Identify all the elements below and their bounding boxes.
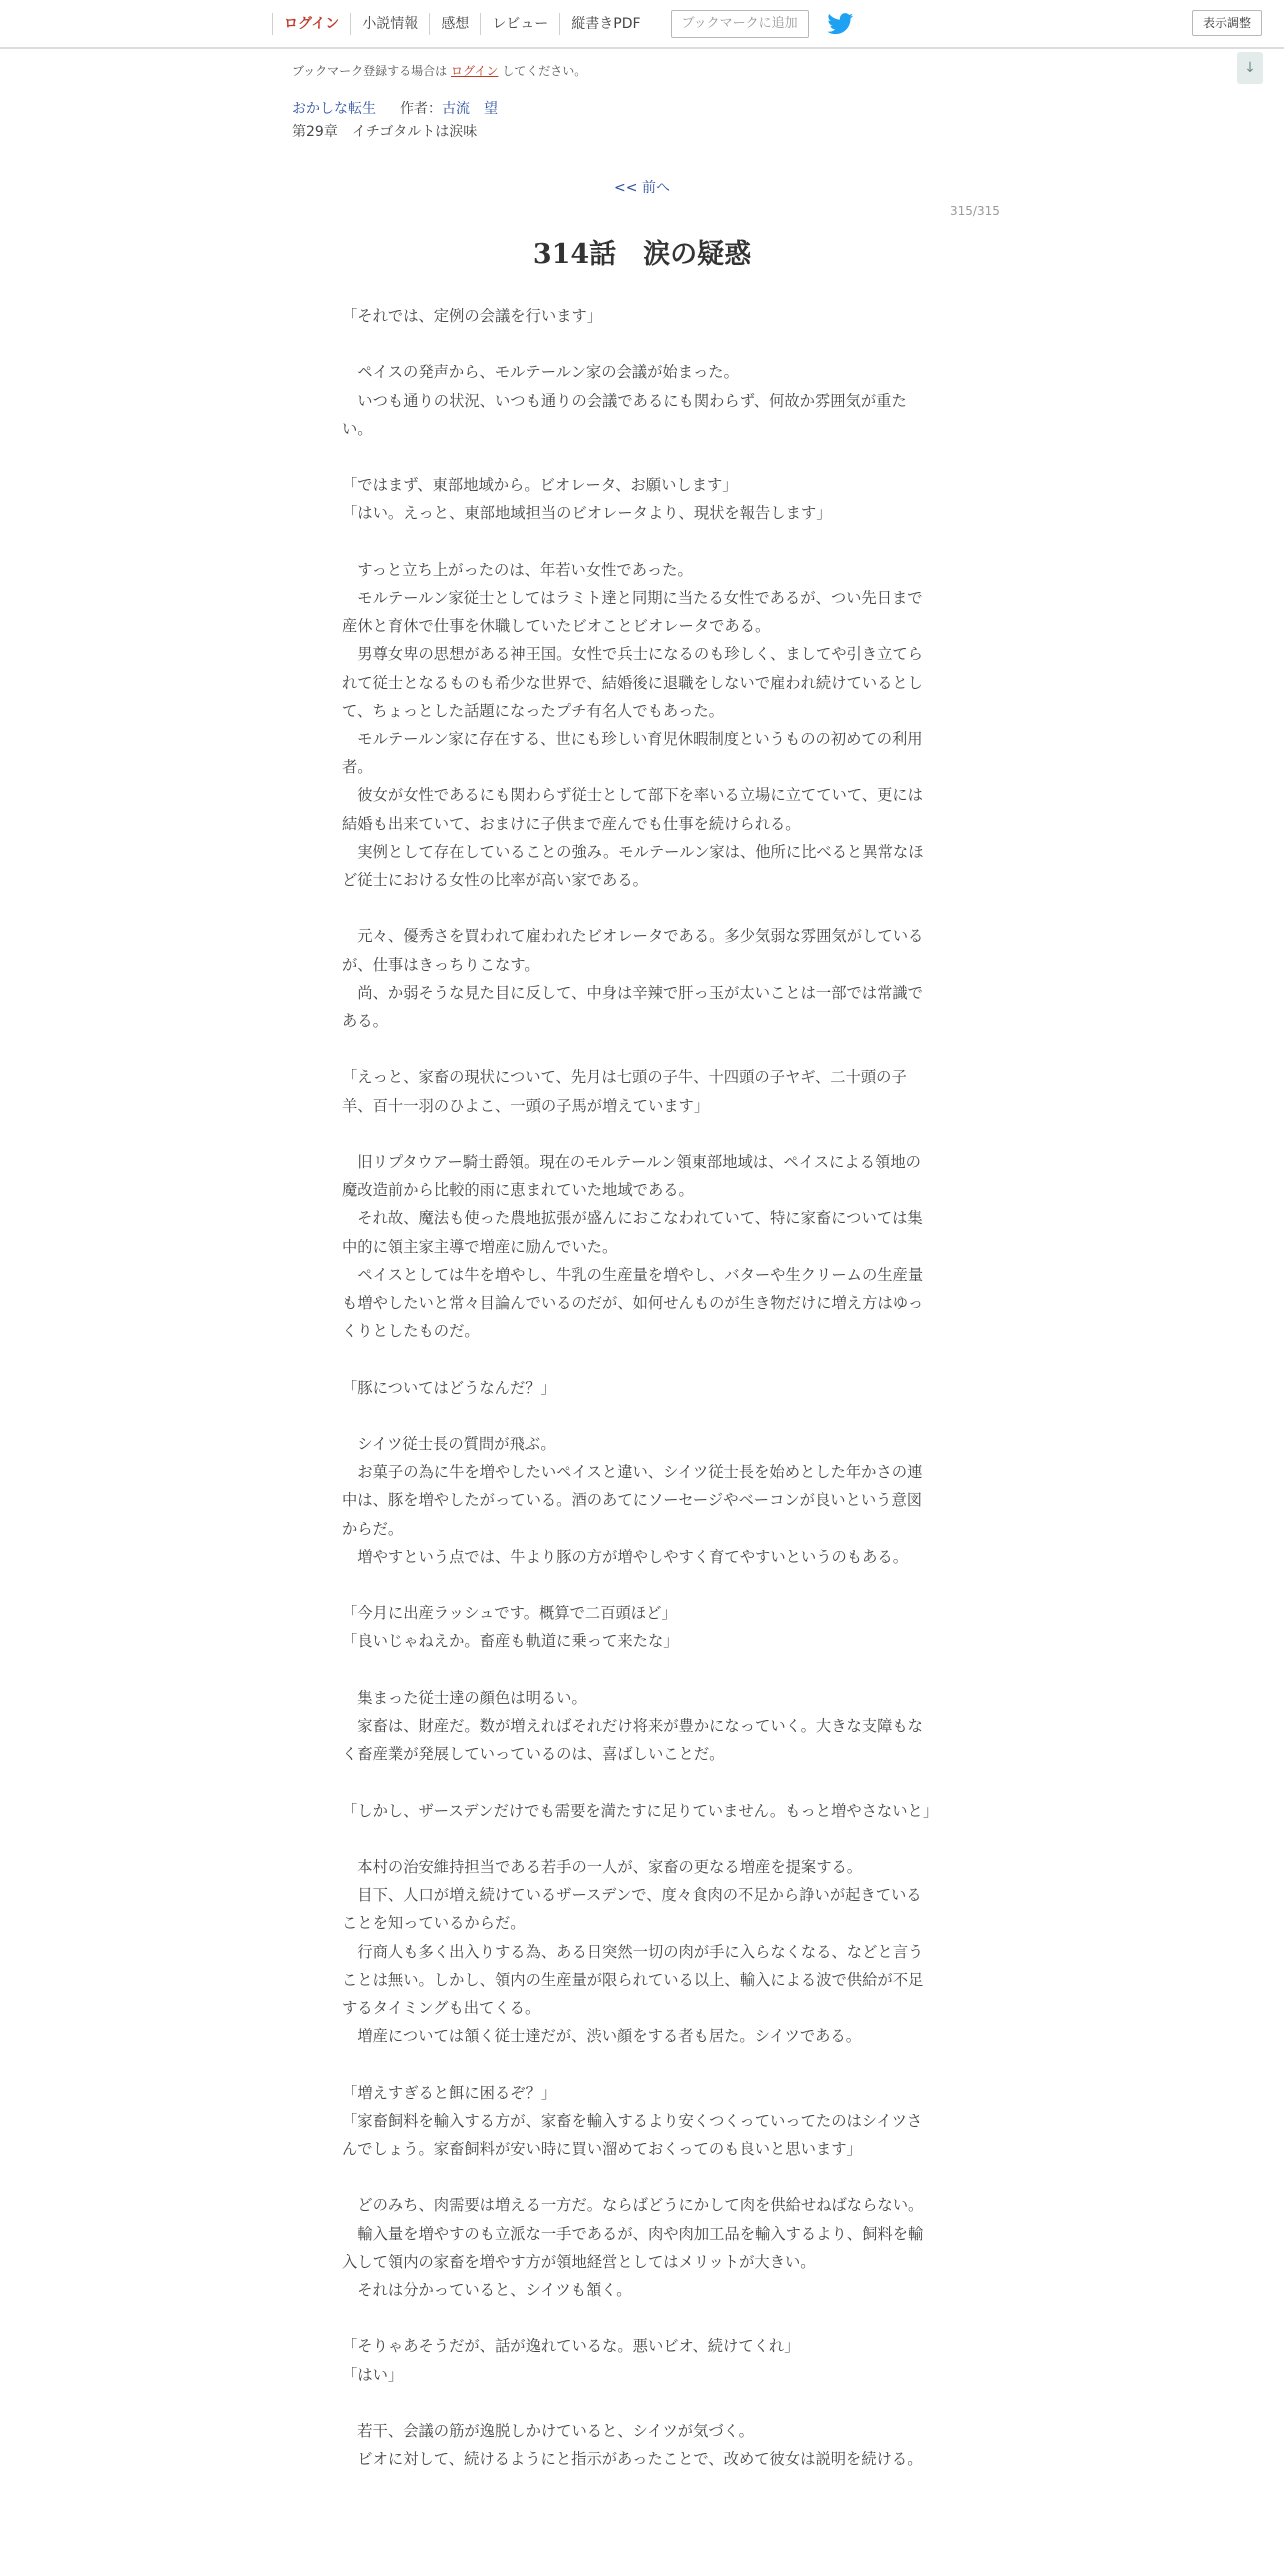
body-paragraph: 「はい」 xyxy=(342,2365,404,2384)
prev-nav xyxy=(0,177,1284,197)
top-nav xyxy=(272,7,854,41)
body-paragraph: 「そりゃあそうだが、話が逸れているな。悪いビオ、続けてくれ」 xyxy=(342,2337,800,2356)
blank-line xyxy=(342,443,936,471)
body-paragraph: モルテールン家従士としてはラミト達と同期に当たる女性であるが、つい先日まで産休と育休で仕事を休職していたビオことビオレータである。 xyxy=(342,588,923,636)
login-note-after: してください。 xyxy=(502,64,587,78)
blank-line xyxy=(342,1120,936,1148)
body-paragraph: 「しかし、ザースデンだけでも需要を満たすに足りていません。もっと増やさないと」 xyxy=(342,1801,939,1820)
body-paragraph: 輸入量を増やすのも立派な一手であるが、肉や肉加工品を輸入するより、飼料を輸入して領内の家畜を増やす方が領地経営としてはメリットが大きい。 xyxy=(342,2224,924,2271)
body-paragraph: 「家畜飼料を輸入する方が、家畜を輸入するより安くつくっていってたのはシイツさんでしょう。家畜飼料が安い時に買い溜めておくってのも良いと思います」 xyxy=(342,2111,923,2158)
body-paragraph: 元々、優秀さを買われて雇われたビオレータである。多少気弱な雰囲気がしているが、仕事はきっちりこなす。 xyxy=(342,927,924,974)
body-paragraph: ビオに対して、続けるようにと指示があったことで、改めて彼女は説明を続ける。 xyxy=(342,2450,923,2469)
nav-impressions[interactable]: 感想 xyxy=(429,13,480,35)
blank-line xyxy=(342,2304,936,2332)
body-paragraph: 「ではまず、東部地域から。ビオレータ、お願いします」 xyxy=(342,476,738,495)
nav-review[interactable]: レビュー xyxy=(480,13,559,35)
body-paragraph: すっと立ち上がったのは、年若い女性であった。 xyxy=(342,560,693,579)
nav-vertical-pdf[interactable]: 縦書きPDF xyxy=(559,13,651,35)
login-note xyxy=(292,62,586,79)
nav-login[interactable]: ログイン xyxy=(272,13,350,35)
body-paragraph: 「良いじゃねえか。畜産も軌道に乗って来たな」 xyxy=(342,1632,679,1651)
author-label: 作者： xyxy=(400,101,442,117)
series-title-link[interactable]: おかしな転生 xyxy=(292,101,376,117)
blank-line xyxy=(342,1656,936,1684)
body-paragraph: 旧リプタウアー騎士爵領。現在のモルテールン領東部地域は、ペイスによる領地の魔改造前から比較的雨に恵まれていた地域である。 xyxy=(342,1153,921,1200)
arrow-down-icon[interactable]: ↓ xyxy=(1237,52,1263,84)
body-paragraph: それは分かっていると、シイツも頷く。 xyxy=(342,2281,632,2299)
body-paragraph: 若干、会議の筋が逸脱しかけていると、シイツが気づく。 xyxy=(342,2421,754,2440)
body-paragraph: ペイスの発声から、モルテールン家の会議が始まった。 xyxy=(342,363,739,382)
blank-line xyxy=(342,1825,936,1853)
body-paragraph: モルテールン家に存在する、世にも珍しい育児休暇制度というものの初めての利用者。 xyxy=(342,730,923,777)
body-paragraph: 「今月に出産ラッシュです。概算で二百頭ほど」 xyxy=(342,1604,677,1623)
blank-line xyxy=(342,528,936,556)
page-counter: 315/315 xyxy=(950,204,1000,218)
body-paragraph: シイツ従士長の質問が飛ぶ。 xyxy=(342,1435,556,1453)
body-paragraph: 行商人も多く出入りする為、ある日突然一切の肉が手に入らなくなる、などと言うことは無い。しかし、領内の生産量が限られている以上、輸入による波で供給が不足するタイミングも出てくる。 xyxy=(342,1942,924,2017)
body-paragraph: お菓子の為に牛を増やしたいペイスと違い、シイツ従士長を始めとした年かさの連中は、豚を増やしたがっている。酒のあてにソーセージやベーコンが良いという意図からだ。 xyxy=(342,1463,923,1538)
novel-body xyxy=(342,302,939,2473)
twitter-bird-icon[interactable] xyxy=(827,13,854,35)
body-paragraph: 「豚についてはどうなんだ？」 xyxy=(342,1378,556,1397)
login-note-before: ブックマーク登録する場合は xyxy=(292,64,448,78)
body-paragraph: 目下、人口が増え続けているザースデンで、度々食肉の不足から諍いが起きていることを知っているからだ。 xyxy=(342,1886,922,1933)
body-paragraph: 「はい。えっと、東部地域担当のビオレータより、現状を報告します」 xyxy=(342,504,832,523)
author-link[interactable]: 古流 望 xyxy=(442,101,498,117)
body-paragraph: 集まった従士達の顔色は明るい。 xyxy=(342,1688,587,1707)
body-paragraph: 尚、か弱そうな見た目に反して、中身は辛辣で肝っ玉が太いことは一部では常識である。 xyxy=(342,983,923,1031)
body-paragraph: 本村の治安維持担当である若手の一人が、家畜の更なる増産を提案する。 xyxy=(342,1857,863,1876)
body-paragraph: ペイスとしては牛を増やし、牛乳の生産量を増やし、バターや生クリームの生産量も増やしたいと常々目論んでいるのだが、如何せんものが生き物だけに増え方はゆっくりとしたものだ。 xyxy=(342,1265,924,1341)
top-header xyxy=(0,0,1284,49)
blank-line xyxy=(342,2050,936,2078)
login-link[interactable]: ログイン xyxy=(451,64,499,78)
blank-line xyxy=(342,1345,936,1373)
body-paragraph: 増産については頷く従士達だが、渋い顔をする者も居た。シイツである。 xyxy=(342,2027,862,2046)
body-paragraph: 「えっと、家畜の現状について、先月は七頭の子牛、十四頭の子ヤギ、二十頭の子羊、百十一羽のひよこ、一頭の子馬が増えています」 xyxy=(342,1068,907,1115)
blank-line xyxy=(342,2389,936,2417)
blank-line xyxy=(342,1571,936,1599)
episode-title: 314話 涙の疑惑 xyxy=(532,239,752,270)
nav-novel-info[interactable]: 小説情報 xyxy=(350,13,429,35)
blank-line xyxy=(342,894,936,922)
body-paragraph: それ故、魔法も使った農地拡張が盛んにおこなわれていて、特に家畜については集中的に領主家主導で増産に励んでいた。 xyxy=(342,1209,923,1256)
add-bookmark-button[interactable]: ブックマークに追加 xyxy=(671,10,809,38)
body-paragraph: 増やすという点では、牛より豚の方が増やしやすく育てやすいというのもある。 xyxy=(342,1547,908,1566)
body-paragraph: どのみち、肉需要は増える一方だ。ならばどうにかして肉を供給せねばならない。 xyxy=(342,2196,924,2215)
body-paragraph: いつも通りの状況、いつも通りの会議であるにも関わらず、何故か雰囲気が重たい。 xyxy=(342,391,907,438)
body-paragraph: 彼女が女性であるにも関わらず従士として部下を率いる立場に立てていて、更には結婚も出来ていて、おまけに子供まで産んでも仕事を続けられる。 xyxy=(342,786,923,833)
series-line xyxy=(292,98,498,118)
blank-line xyxy=(342,1768,936,1796)
blank-line xyxy=(342,2163,936,2191)
body-paragraph: 「それでは、定例の会議を行います」 xyxy=(342,307,603,325)
prev-link[interactable]: << 前へ xyxy=(614,180,670,196)
body-paragraph: 実例として存在していることの強み。モルテールン家は、他所に比べると異常なほど従士における女性の比率が高い家である。 xyxy=(342,842,924,890)
blank-line xyxy=(342,1402,936,1430)
blank-line xyxy=(342,330,936,358)
display-settings-button[interactable]: 表示調整 xyxy=(1192,10,1262,36)
chapter-title: 第29章 イチゴタルトは涙味 xyxy=(292,124,478,140)
body-paragraph: 男尊女卑の思想がある神王国。女性で兵士になるのも珍しく、ましてや引き立てられて従士となるものも希少な世界で、結婚後に退職をしないで雇われ続けているとして、ちょっとした話題になったプチ有名人でもあった。 xyxy=(342,645,923,720)
body-paragraph: 「増えすぎると餌に困るぞ？」 xyxy=(342,2083,557,2102)
body-paragraph: 家畜は、財産だ。数が増えればそれだけ将来が豊かになっていく。大きな支障もなく畜産業が発展していっているのは、喜ばしいことだ。 xyxy=(342,1717,923,1764)
blank-line xyxy=(342,1035,936,1063)
